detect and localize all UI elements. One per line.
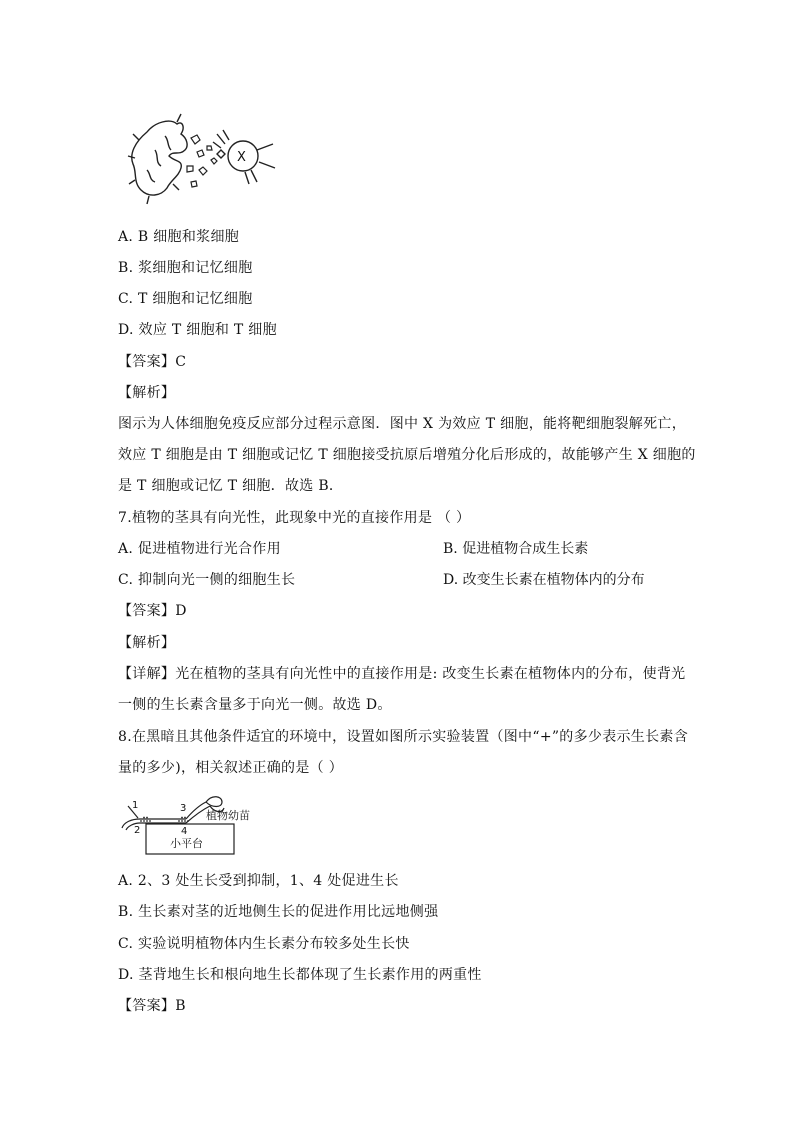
q6-analysis-line: 效应 T 细胞是由 T 细胞或记忆 T 细胞接受抗原后增殖分化后形成的，故能够产生 X 细胞的 — [118, 447, 696, 463]
position-label-3: 3 — [180, 803, 187, 814]
q8-option-c: C. 实验说明植物体内生长素分布较多处生长快 — [118, 936, 410, 952]
q6-answer: 【答案】C — [118, 354, 187, 370]
q8-option-d: D. 茎背地生长和根向地生长都体现了生长素作用的两重性 — [118, 967, 482, 983]
position-label-4: 4 — [181, 826, 188, 837]
q6-option-d: D. 效应 T 细胞和 T 细胞 — [118, 322, 277, 338]
q6-analysis-line: 是 T 细胞或记忆 T 细胞．故选 B． — [118, 478, 344, 494]
platform-label: 小平台 — [170, 837, 203, 850]
q8-answer: 【答案】B — [118, 998, 186, 1014]
immune-cell-figure — [125, 110, 285, 210]
q7-option-a: A. 促进植物进行光合作用 — [118, 541, 281, 557]
q7-option-c: C. 抑制向光一侧的细胞生长 — [118, 572, 296, 588]
q8-stem-line: 量的多少)，相关叙述正确的是（ ） — [118, 760, 344, 776]
q7-option-b: B. 促进植物合成生长素 — [443, 541, 589, 557]
position-label-1: 1 — [132, 800, 139, 811]
q7-stem: 7.植物的茎具有向光性，此现象中光的直接作用是 （ ） — [118, 510, 471, 526]
q8-option-a: A. 2、3 处生长受到抑制，1、4 处促进生长 — [118, 873, 399, 889]
target-cell-drawing — [128, 114, 187, 204]
q7-analysis-line: 一侧的生长素含量多于向光一侧。故选 D。 — [118, 697, 392, 713]
seedling-platform-figure — [118, 792, 278, 862]
q7-option-d: D. 改变生长素在植物体内的分布 — [443, 572, 645, 588]
q8-option-b: B. 生长素对茎的近地侧生长的促进作用比远地侧强 — [118, 904, 439, 920]
q6-analysis-heading: 【解析】 — [118, 385, 176, 401]
fragments-drawing — [187, 135, 217, 187]
q8-stem-line: 8.在黑暗且其他条件适宜的环境中，设置如图所示实验装置（图中“+”的多少表示生长素含 — [118, 729, 688, 745]
position-label-2: 2 — [134, 825, 141, 836]
x-cell-label: X — [237, 150, 246, 165]
q7-analysis-line: 【详解】光在植物的茎具有向光性中的直接作用是: 改变生长素在植物体内的分布，使背光 — [118, 666, 686, 682]
q7-answer: 【答案】D — [118, 603, 187, 619]
q6-option-b: B. 浆细胞和记忆细胞 — [118, 260, 253, 276]
seedling-label: 植物幼苗 — [206, 809, 250, 822]
q6-analysis-line: 图示为人体细胞免疫反应部分过程示意图．图中 X 为效应 T 细胞，能将靶细胞裂解死亡， — [118, 416, 687, 432]
q6-option-a: A. B 细胞和浆细胞 — [118, 229, 240, 245]
q7-analysis-heading: 【解析】 — [118, 635, 176, 651]
q6-option-c: C. T 细胞和记忆细胞 — [118, 291, 253, 307]
